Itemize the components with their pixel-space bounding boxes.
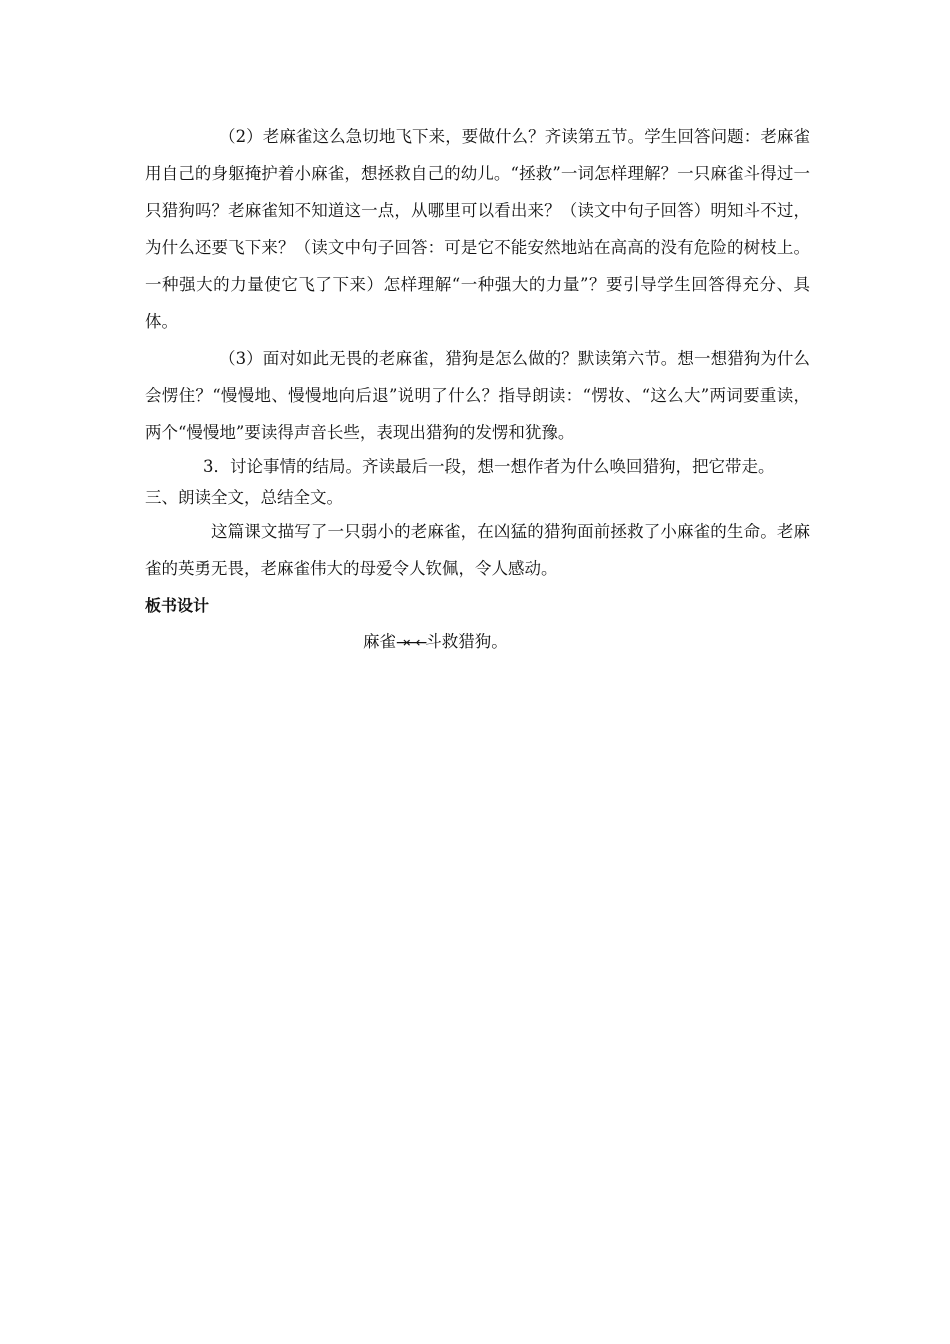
document-body xyxy=(145,118,810,660)
board-left-text: 麻雀 xyxy=(363,632,396,651)
arrow-icon: →←← xyxy=(396,635,426,651)
paragraph-item-3: （3）面对如此无畏的老麻雀，猎狗是怎么做的？默读第六节。想一想猎狗为什么会愣住？“慢慢地、慢慢地向后退”说明了什么？指导朗读：“愣妆、“这么大”两词要重读，两个“慢慢地”要读得声音长些，表现出猎狗的发愣和犹豫。 xyxy=(145,349,810,442)
section-heading-three: 三、朗读全文，总结全文。 xyxy=(145,488,343,507)
board-diagram xyxy=(145,625,810,660)
board-design-heading: 板书设计 xyxy=(145,596,210,615)
paragraph-summary: 这篇课文描写了一只弱小的老麻雀，在凶猛的猎狗面前拯救了小麻雀的生命。老麻雀的英勇无畏，老麻雀伟大的母爱令人钦佩，令人感动。 xyxy=(145,522,810,578)
paragraph-item-2: （2）老麻雀这么急切地飞下来，要做什么？齐读第五节。学生回答问题：老麻雀用自己的身躯掩护着小麻雀，想拯救自己的幼儿。“拯救”一词怎样理解？一只麻雀斗得过一只猎狗吗？老麻雀知不知道这一点，从哪里可以看出来？（读文中句子回答）明知斗不过，为什么还要飞下来？（读文中句子回答：可是它不能安然地站在高高的没有危险的树枝上。一种强大的力量使它飞了下来）怎样理解“一种强大的力量”？要引导学生回答得充分、具体。 xyxy=(145,127,810,331)
board-right-text: 斗救猎狗。 xyxy=(425,632,508,651)
paragraph-step-3: 3．讨论事情的结局。齐读最后一段，想一想作者为什么唤回猎狗，把它带走。 xyxy=(203,457,775,476)
